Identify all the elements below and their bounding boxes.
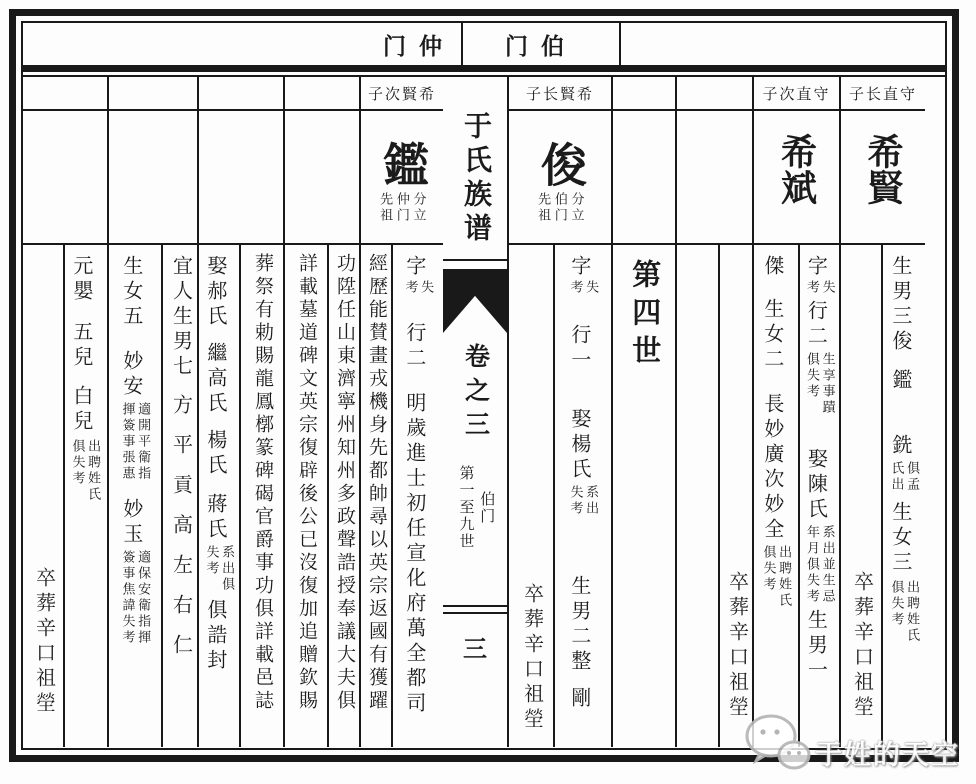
column-text: 卒葬辛口祖塋 <box>850 571 873 721</box>
text-column <box>509 245 553 747</box>
text-column <box>841 245 881 747</box>
spine-column <box>443 77 507 747</box>
annotation-subcolumn: 簽事焦諱失考 <box>120 550 136 646</box>
ancestor-name-cell <box>509 111 611 245</box>
relation-header-cell <box>841 77 925 111</box>
ancestor-name-cell <box>361 111 443 245</box>
column-text-flow <box>296 253 316 713</box>
column-text-flow <box>568 255 598 712</box>
entry-group <box>611 77 675 747</box>
column-text: 俱誥封 <box>203 599 226 674</box>
text-gap <box>130 482 132 498</box>
entry-group <box>839 77 925 747</box>
column-text-flow <box>804 255 834 684</box>
column-text: 行二 <box>804 300 827 350</box>
text-gap <box>578 517 580 575</box>
column-text: 楊氏 <box>203 429 226 479</box>
column-text: 妙玉 <box>119 498 142 548</box>
column-text: 經歷能賛畫戎機身先都帥尋以英宗返國有獲躍 <box>365 253 387 713</box>
entry-body <box>754 245 839 747</box>
column-text-flow <box>726 571 747 721</box>
column-text: 娶郝氏 <box>203 255 226 330</box>
branch-label: 门仲 <box>383 33 455 59</box>
text-gap <box>214 417 216 429</box>
ancestor-name-cell <box>23 111 107 245</box>
column-text-flow <box>403 255 433 717</box>
text-gap <box>578 374 580 408</box>
entry-group <box>507 77 611 747</box>
ancestor-name-cell <box>841 111 925 245</box>
column-text: 五兒 <box>69 321 92 371</box>
small-annotation <box>890 461 919 493</box>
relation-header-cell <box>613 77 675 111</box>
text-gap <box>130 330 132 350</box>
column-text: 第四世 <box>628 259 661 373</box>
text-gap <box>899 394 901 434</box>
column-text: 繼高氏 <box>203 342 226 417</box>
column-text: 生男三俊 <box>888 255 911 355</box>
name-annotation-subcolumn: 先祖 <box>378 192 394 224</box>
text-column <box>881 245 925 747</box>
spine-divider-line <box>443 259 507 261</box>
branch-label-cell <box>463 23 621 65</box>
annotation-subcolumn: 失考 <box>568 485 584 517</box>
text-column <box>718 245 752 747</box>
column-text: 元嬰 <box>69 255 92 305</box>
branch-sublabel: 伯门 <box>478 491 495 525</box>
branch-header-band <box>23 23 945 72</box>
small-annotation <box>805 352 834 416</box>
small-annotation <box>762 545 791 609</box>
genealogy-grid <box>23 75 945 747</box>
name-annotation-subcolumn: 分立 <box>411 192 427 224</box>
entry-group <box>359 77 443 747</box>
annotation-subcolumn: 俱失考 <box>889 580 905 628</box>
name-annotation <box>379 192 426 224</box>
annotation-subcolumn: 系出 <box>584 485 600 517</box>
annotation-subcolumn: 生享事蹟 <box>820 352 836 416</box>
branch-label: 门伯 <box>505 33 577 59</box>
column-text: 生女五 <box>119 255 142 330</box>
entry-body <box>109 245 197 747</box>
relation-header-cell <box>677 77 752 111</box>
annotation-subcolumn: 系出並生忌 <box>820 525 836 605</box>
annotation-subcolumn: 失 <box>820 280 836 296</box>
column-text: 生男二整 <box>567 575 590 675</box>
relation-header-cell <box>109 77 197 111</box>
column-text: 銑 <box>888 434 911 459</box>
branch-empty-cell <box>621 23 941 65</box>
text-gap <box>180 380 182 394</box>
small-annotation <box>805 525 834 605</box>
entry-group <box>283 77 359 747</box>
column-text: 剛 <box>567 687 590 712</box>
text-gap <box>80 305 82 321</box>
text-gap <box>80 371 82 385</box>
column-text-flow <box>334 253 354 713</box>
annotation-subcolumn: 考 <box>804 280 820 296</box>
column-text: 卒葬辛口祖塋 <box>725 571 748 721</box>
entry-body <box>285 245 359 747</box>
text-gap <box>413 296 415 322</box>
relation-header-label: 子次直守 <box>762 86 831 103</box>
name-annotation-subcolumn: 仲门 <box>394 192 410 224</box>
text-column <box>553 245 611 747</box>
entry-body <box>23 245 107 747</box>
entry-group <box>107 77 197 747</box>
annotation-subcolumn: 出聘姓氏 <box>777 545 793 609</box>
annotation-subcolumn: 失 <box>584 280 600 296</box>
page-number: 三 <box>463 637 487 663</box>
column-text: 娶楊氏 <box>567 408 590 483</box>
annotation-subcolumn: 俱孟 <box>905 461 921 493</box>
ancestor-name: 俊 <box>535 141 586 187</box>
column-text: 生女三 <box>888 501 911 576</box>
column-text-flow <box>521 583 542 733</box>
annotation-subcolumn: 考 <box>403 280 419 296</box>
name-annotation-subcolumn: 伯门 <box>552 192 568 224</box>
small-annotation <box>805 280 834 296</box>
name-annotation-subcolumn: 分立 <box>569 192 585 224</box>
annotation-subcolumn: 出聘姓氏 <box>905 580 921 644</box>
small-annotation <box>569 485 598 517</box>
text-gap <box>578 675 580 687</box>
text-column <box>199 245 239 747</box>
entry-body <box>677 245 752 747</box>
small-annotation <box>890 580 919 644</box>
text-column <box>161 245 197 747</box>
column-text-flow <box>70 255 100 503</box>
column-text: 葬祭有勅賜龍鳳槨篆碑碣官爵事功俱詳載邑誌 <box>251 253 273 713</box>
entry-body <box>841 245 925 747</box>
annotation-subcolumn: 氏出 <box>889 461 905 493</box>
relation-header-cell <box>361 77 443 111</box>
entry-group <box>197 77 283 747</box>
generation-range-label: 第一至九世 <box>457 465 474 550</box>
annotation-subcolumn: 考 <box>568 280 584 296</box>
column-text-flow <box>851 571 872 721</box>
small-annotation <box>205 545 234 593</box>
entry-group <box>752 77 839 747</box>
small-annotation <box>569 280 598 296</box>
entry-group <box>675 77 752 747</box>
annotation-subcolumn: 失 <box>419 280 435 296</box>
text-column <box>391 245 443 747</box>
annotation-subcolumn: 年月俱失考 <box>804 525 820 605</box>
relation-header-cell <box>199 77 283 111</box>
relation-header-cell <box>754 77 839 111</box>
text-gap <box>214 330 216 342</box>
small-annotation <box>121 550 150 646</box>
annotation-subcolumn: 俱失考 <box>70 439 86 487</box>
column-text: 明歲進士初任宣化府萬全都司 <box>402 392 425 717</box>
ancestor-name-cell <box>677 111 752 245</box>
column-text: 娶陳氏 <box>804 448 827 523</box>
column-text: 妙安 <box>119 350 142 400</box>
small-annotation <box>121 402 150 482</box>
volume-label: 卷之三 <box>461 343 489 445</box>
column-text-flow <box>252 253 272 713</box>
column-text: 傑 <box>760 255 783 280</box>
relation-header-cell <box>509 77 611 111</box>
column-text-flow <box>33 567 54 717</box>
column-text: 鑑 <box>888 369 911 394</box>
annotation-subcolumn: 系出俱 <box>220 545 236 593</box>
name-annotation-subcolumn: 先祖 <box>536 192 552 224</box>
watermark-text: 于姓的天空 <box>815 740 960 770</box>
column-text: 字 <box>567 255 590 280</box>
entry-body <box>613 245 675 747</box>
column-text: 宜人生男七 <box>169 255 192 380</box>
text-column <box>239 245 283 747</box>
annotation-subcolumn: 適開平衛指 <box>136 402 152 482</box>
ancestor-name-cell <box>613 111 675 245</box>
text-column <box>613 245 675 747</box>
text-column <box>798 245 839 747</box>
annotation-subcolumn: 適保安衛指揮 <box>136 550 152 646</box>
column-text-flow <box>629 259 659 373</box>
text-column <box>109 245 161 747</box>
column-text: 卒葬辛口祖塋 <box>32 567 55 717</box>
text-gap <box>771 373 773 393</box>
small-annotation <box>404 280 433 296</box>
relation-header-label: 子长賢希 <box>525 86 594 103</box>
column-text: 生男一 <box>804 609 827 684</box>
text-column <box>63 245 105 747</box>
ancestor-name-cell <box>109 111 197 245</box>
annotation-subcolumn: 出聘姓氏 <box>86 439 102 503</box>
column-text: 行二 <box>402 322 425 372</box>
text-gap <box>214 479 216 493</box>
ancestor-name: 鑑 <box>377 141 428 187</box>
column-text-flow <box>120 255 150 646</box>
relation-header-label: 子次賢希 <box>367 86 436 103</box>
name-annotation <box>537 192 584 224</box>
text-gap <box>578 296 580 324</box>
column-text-flow <box>761 255 791 609</box>
column-text: 卒葬辛口祖塋 <box>520 583 543 733</box>
fishtail-ornament <box>443 269 507 333</box>
column-text: 生女二 <box>760 298 783 373</box>
annotation-subcolumn: 揮簽事張惠 <box>120 402 136 482</box>
annotation-subcolumn: 俱失考 <box>761 545 777 593</box>
column-text: 方平貢高左右仁 <box>169 394 192 674</box>
ancestor-name: 希賢 <box>863 133 903 205</box>
column-text: 蔣氏 <box>203 493 226 543</box>
text-gap <box>413 372 415 392</box>
column-text: 行一 <box>567 324 590 374</box>
column-text: 詳載墓道碑文英宗復辟後公已沒復加追贈欽賜 <box>295 253 317 713</box>
text-column <box>754 245 798 747</box>
text-column <box>677 245 718 747</box>
column-text-flow <box>889 255 919 644</box>
entry-body <box>509 245 611 747</box>
entry-group <box>23 77 107 747</box>
spine-double-line <box>443 605 507 614</box>
column-text-flow <box>366 253 386 713</box>
column-text-flow <box>204 255 234 674</box>
column-text: 長妙廣次妙全 <box>760 393 783 543</box>
book-title: 于氏族谱 <box>460 111 491 247</box>
text-column <box>285 245 327 747</box>
column-text: 白兒 <box>69 385 92 435</box>
column-text: 功陞任山東濟寧州知州多政聲誥授奉議大夫俱 <box>333 253 355 713</box>
text-gap <box>899 493 901 501</box>
ancestor-name-cell <box>285 111 359 245</box>
relation-header-label: 子长直守 <box>848 86 917 103</box>
ancestor-name-cell <box>199 111 283 245</box>
text-gap <box>899 355 901 369</box>
text-gap <box>771 280 773 298</box>
entry-body <box>361 245 443 747</box>
entry-body <box>199 245 283 747</box>
ancestor-name: 希斌 <box>776 133 817 205</box>
small-annotation <box>71 439 100 503</box>
column-text: 字 <box>804 255 827 280</box>
branch-label-cell <box>23 23 463 65</box>
text-gap <box>814 416 816 448</box>
relation-header-cell <box>23 77 107 111</box>
column-text-flow <box>170 255 191 674</box>
text-column <box>361 245 391 747</box>
column-text: 字 <box>402 255 425 280</box>
range-row <box>443 465 507 550</box>
annotation-subcolumn: 失考 <box>204 545 220 577</box>
relation-header-cell <box>285 77 359 111</box>
text-column <box>23 245 63 747</box>
text-column <box>327 245 359 747</box>
ancestor-name-cell <box>754 111 839 245</box>
annotation-subcolumn: 俱失考 <box>804 352 820 400</box>
